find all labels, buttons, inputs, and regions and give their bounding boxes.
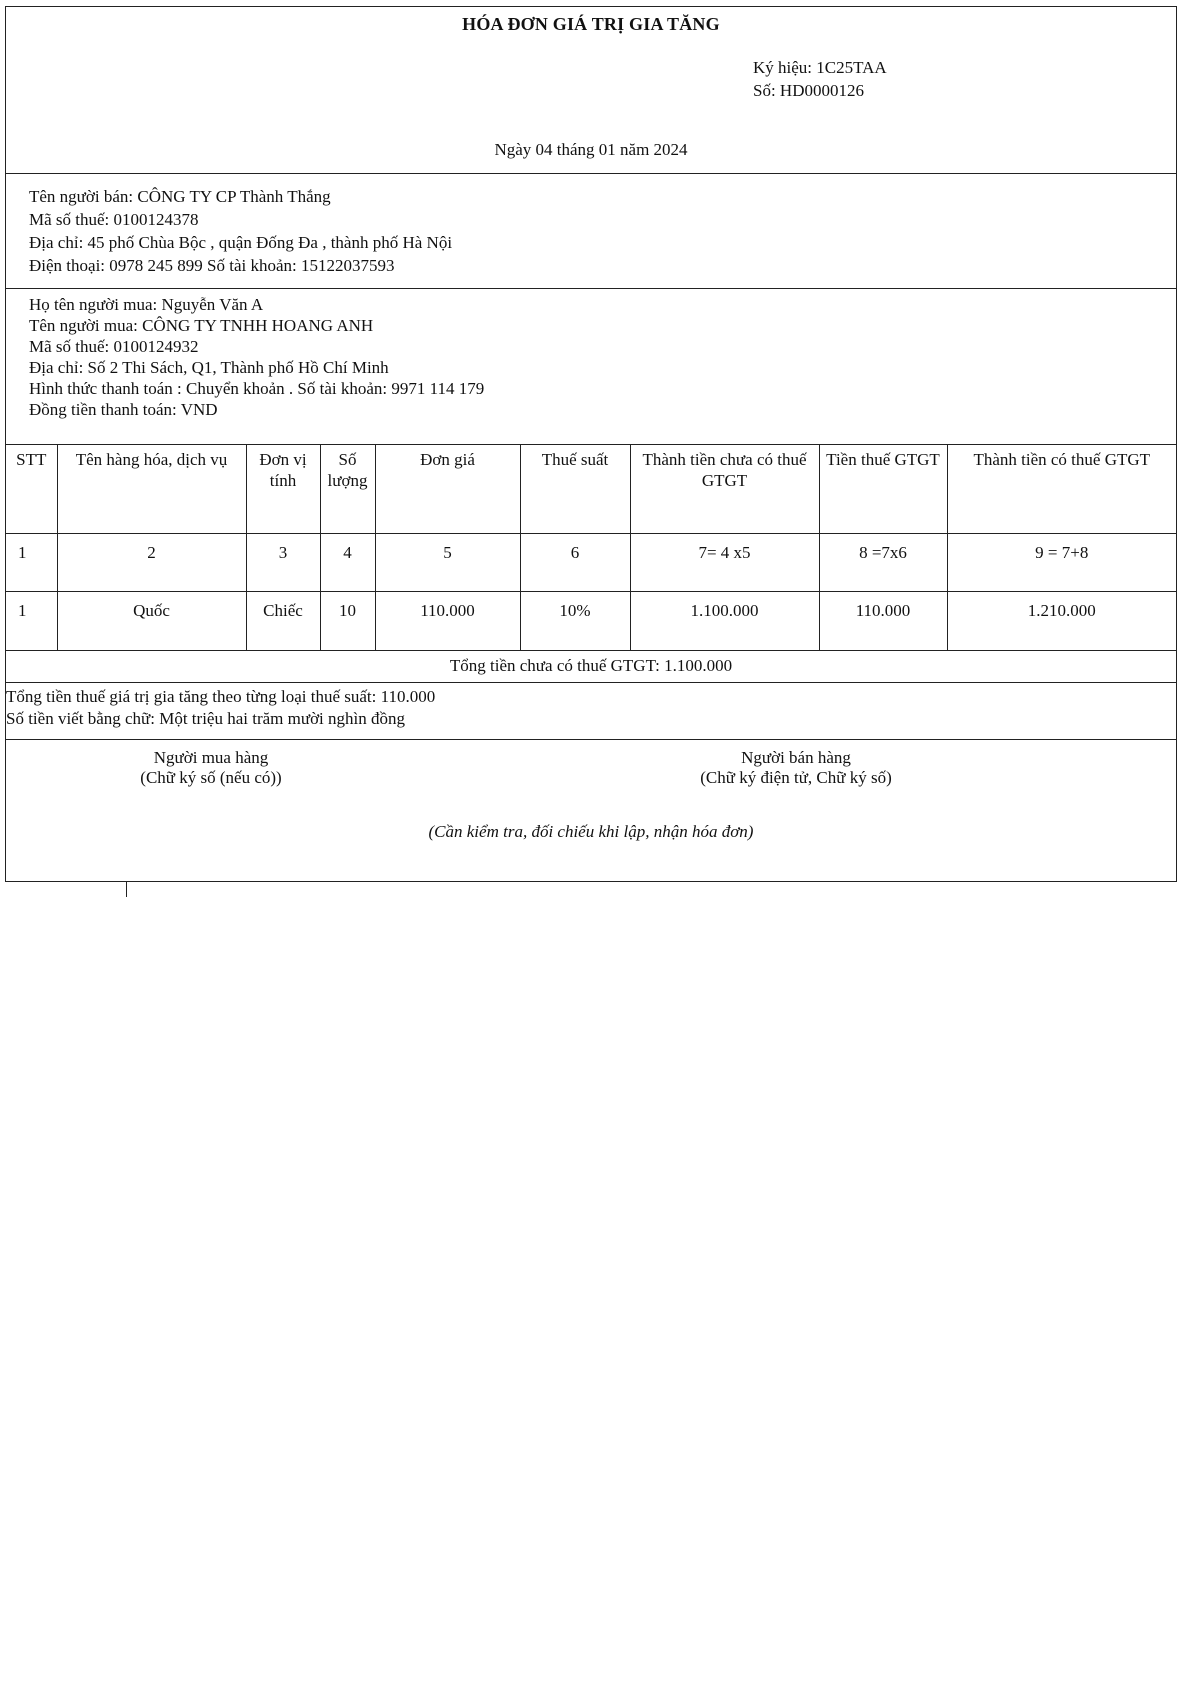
buyer-payment-method: Hình thức thanh toán : Chuyển khoản . Số tài khoản: 9971 114 179: [29, 379, 485, 398]
buyer-company: Tên người mua: CÔNG TY TNHH HOANG ANH: [29, 316, 374, 335]
table-index-row: [6, 533, 1176, 591]
cell-unit-price: 110.000: [375, 591, 520, 650]
index-cell: 2: [57, 533, 246, 591]
buyer-address: Địa chỉ: Số 2 Thi Sách, Q1, Thành phố Hồ Chí Minh: [29, 358, 389, 377]
col-header-unit-price: Đơn giá: [375, 445, 520, 533]
col-header-quantity: Số lượng: [320, 445, 375, 533]
cell-unit: Chiếc: [246, 591, 320, 650]
table-row: [6, 591, 1176, 650]
buyer-currency: Đồng tiền thanh toán: VND: [29, 400, 218, 419]
seller-address: Địa chỉ: 45 phố Chùa Bộc , quận Đống Đa , thành phố Hà Nội: [29, 233, 453, 252]
table-header-row: [6, 445, 1176, 533]
index-cell: 4: [320, 533, 375, 591]
buyer-tax-code: Mã số thuế: 0100124932: [29, 337, 199, 356]
invoice-number: Số: HD0000126: [753, 81, 864, 100]
verification-note: (Cần kiểm tra, đối chiếu khi lập, nhận hóa đơn): [428, 822, 754, 841]
col-header-amount-with-tax: Thành tiền có thuế GTGT: [947, 445, 1176, 533]
signature-section: [6, 740, 1176, 881]
index-cell: 1: [6, 533, 57, 591]
index-cell: 5: [375, 533, 520, 591]
seller-signature-note: (Chữ ký điện tử, Chữ ký số): [700, 768, 892, 787]
index-cell: 6: [520, 533, 630, 591]
margin-tick-mark: [126, 882, 127, 897]
cell-stt: 1: [6, 591, 57, 650]
amount-in-words: Số tiền viết bằng chữ: Một triệu hai trăm mười nghìn đồng: [6, 709, 406, 728]
seller-phone-account: Điện thoại: 0978 245 899 Số tài khoản: 15122037593: [29, 256, 395, 275]
subtotal-line: Tổng tiền chưa có thuế GTGT: 1.100.000: [449, 656, 733, 675]
items-table: [6, 445, 1176, 650]
vat-section: [6, 683, 1176, 740]
seller-signature: [646, 748, 946, 788]
buyer-signature-note: (Chữ ký số (nếu có)): [140, 768, 282, 787]
col-header-unit: Đơn vị tính: [246, 445, 320, 533]
cell-tax-rate: 10%: [520, 591, 630, 650]
subtotal-section: [6, 651, 1176, 683]
invoice: [5, 6, 1177, 882]
invoice-title: HÓA ĐƠN GIÁ TRỊ GIA TĂNG: [462, 14, 720, 34]
seller-name: Tên người bán: CÔNG TY CP Thành Thắng: [29, 187, 331, 206]
index-cell: 7= 4 x5: [630, 533, 819, 591]
cell-item-name: Quốc: [57, 591, 246, 650]
vat-total-line: Tổng tiền thuế giá trị gia tăng theo từng loại thuế suất: 110.000: [6, 687, 436, 706]
invoice-date: Ngày 04 tháng 01 năm 2024: [494, 140, 688, 159]
buyer-signature-title: Người mua hàng: [153, 748, 269, 767]
buyer-signature: [86, 748, 336, 788]
invoice-symbol: Ký hiệu: 1C25TAA: [753, 58, 887, 77]
col-header-name: Tên hàng hóa, dịch vụ: [57, 445, 246, 533]
col-header-vat-amount: Tiền thuế GTGT: [819, 445, 947, 533]
index-cell: 3: [246, 533, 320, 591]
index-cell: 9 = 7+8: [947, 533, 1176, 591]
cell-amount-with-tax: 1.210.000: [1027, 600, 1096, 620]
cell-vat-amount: 110.000: [819, 591, 947, 650]
index-cell: 8 =7x6: [819, 533, 947, 591]
seller-tax-code: Mã số thuế: 0100124378: [29, 210, 199, 229]
cell-amount-before-tax: 1.100.000: [630, 591, 819, 650]
seller-signature-title: Người bán hàng: [741, 748, 851, 767]
col-header-stt: STT: [6, 445, 57, 533]
seller-section: [6, 174, 1176, 289]
items-section: [6, 445, 1176, 651]
col-header-amount-before-tax: Thành tiền chưa có thuế GTGT: [630, 445, 819, 533]
invoice-header: [6, 7, 1176, 174]
buyer-person: Họ tên người mua: Nguyễn Văn A: [29, 295, 264, 314]
col-header-tax-rate: Thuế suất: [520, 445, 630, 533]
buyer-section: [6, 289, 1176, 445]
invoice-symbol-block: [753, 56, 887, 102]
cell-quantity: 10: [320, 591, 375, 650]
